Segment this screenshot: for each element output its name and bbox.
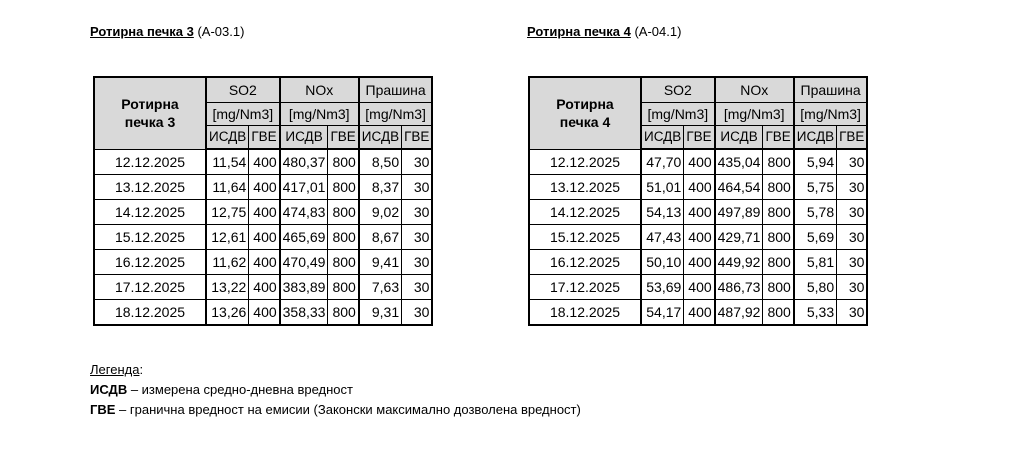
legend-title: Легенда: bbox=[90, 362, 144, 377]
cell-dust-isdv: 9,31 bbox=[359, 300, 402, 326]
cell-dust-isdv: 5,78 bbox=[794, 200, 837, 225]
cell-so2-isdv: 12,61 bbox=[206, 225, 249, 250]
kiln-name-header: Ротирна печка 4 bbox=[529, 77, 641, 149]
table-row bbox=[94, 275, 432, 300]
cell-dust-isdv: 8,50 bbox=[359, 149, 402, 175]
nox-unit: [mg/Nm3] bbox=[715, 103, 794, 126]
cell-nox-isdv: 497,89 bbox=[715, 200, 763, 225]
cell-dust-gve: 30 bbox=[402, 300, 433, 326]
table-row bbox=[529, 300, 867, 326]
so2-unit: [mg/Nm3] bbox=[206, 103, 280, 126]
nox-unit: [mg/Nm3] bbox=[280, 103, 359, 126]
cell-so2-isdv: 54,17 bbox=[641, 300, 684, 326]
cell-nox-gve: 800 bbox=[328, 175, 359, 200]
cell-date: 15.12.2025 bbox=[529, 225, 641, 250]
table-row bbox=[529, 149, 867, 175]
cell-dust-isdv: 9,02 bbox=[359, 200, 402, 225]
cell-nox-isdv: 470,49 bbox=[280, 250, 328, 275]
cell-so2-gve: 400 bbox=[249, 250, 280, 275]
cell-dust-gve: 30 bbox=[837, 225, 868, 250]
cell-date: 12.12.2025 bbox=[529, 149, 641, 175]
cell-nox-isdv: 486,73 bbox=[715, 275, 763, 300]
isdv-header: ИСДВ bbox=[715, 126, 763, 150]
dust-unit: [mg/Nm3] bbox=[359, 103, 433, 126]
so2-unit: [mg/Nm3] bbox=[641, 103, 715, 126]
isdv-header: ИСДВ bbox=[794, 126, 837, 150]
cell-dust-isdv: 5,69 bbox=[794, 225, 837, 250]
cell-nox-isdv: 464,54 bbox=[715, 175, 763, 200]
legend-isdv bbox=[90, 382, 353, 397]
so2-header: SO2 bbox=[641, 77, 715, 103]
cell-nox-gve: 800 bbox=[763, 149, 794, 175]
cell-nox-gve: 800 bbox=[328, 225, 359, 250]
cell-dust-gve: 30 bbox=[837, 149, 868, 175]
cell-so2-isdv: 11,54 bbox=[206, 149, 249, 175]
cell-dust-gve: 30 bbox=[402, 275, 433, 300]
cell-nox-gve: 800 bbox=[763, 250, 794, 275]
cell-dust-gve: 30 bbox=[837, 275, 868, 300]
cell-nox-gve: 800 bbox=[328, 149, 359, 175]
emissions-table-kiln-3 bbox=[93, 76, 433, 326]
so2-header: SO2 bbox=[206, 77, 280, 103]
table-row bbox=[529, 175, 867, 200]
cell-dust-isdv: 8,37 bbox=[359, 175, 402, 200]
cell-dust-gve: 30 bbox=[837, 300, 868, 326]
cell-date: 13.12.2025 bbox=[94, 175, 206, 200]
cell-date: 18.12.2025 bbox=[94, 300, 206, 326]
isdv-header: ИСДВ bbox=[641, 126, 684, 150]
emissions-table-kiln-4 bbox=[528, 76, 868, 326]
legend-isdv-text: – измерена средно-дневна вредност bbox=[127, 382, 353, 397]
cell-so2-gve: 400 bbox=[684, 225, 715, 250]
isdv-header: ИСДВ bbox=[280, 126, 328, 150]
gve-header: ГВЕ bbox=[684, 126, 715, 150]
cell-so2-gve: 400 bbox=[249, 300, 280, 326]
cell-dust-gve: 30 bbox=[837, 175, 868, 200]
cell-so2-isdv: 11,64 bbox=[206, 175, 249, 200]
cell-dust-isdv: 5,75 bbox=[794, 175, 837, 200]
cell-so2-gve: 400 bbox=[684, 149, 715, 175]
legend-isdv-abbr: ИСДВ bbox=[90, 382, 128, 397]
cell-nox-isdv: 449,92 bbox=[715, 250, 763, 275]
cell-so2-isdv: 13,26 bbox=[206, 300, 249, 326]
cell-dust-isdv: 5,33 bbox=[794, 300, 837, 326]
cell-nox-isdv: 487,92 bbox=[715, 300, 763, 326]
cell-dust-gve: 30 bbox=[402, 175, 433, 200]
cell-dust-gve: 30 bbox=[837, 250, 868, 275]
table-row bbox=[94, 300, 432, 326]
cell-date: 17.12.2025 bbox=[529, 275, 641, 300]
cell-so2-isdv: 51,01 bbox=[641, 175, 684, 200]
cell-dust-isdv: 7,63 bbox=[359, 275, 402, 300]
cell-nox-gve: 800 bbox=[328, 300, 359, 326]
cell-nox-gve: 800 bbox=[328, 200, 359, 225]
nox-header: NOx bbox=[715, 77, 794, 103]
cell-nox-gve: 800 bbox=[763, 225, 794, 250]
table-row bbox=[94, 200, 432, 225]
cell-date: 18.12.2025 bbox=[529, 300, 641, 326]
table-row bbox=[94, 175, 432, 200]
cell-date: 17.12.2025 bbox=[94, 275, 206, 300]
gve-header: ГВЕ bbox=[328, 126, 359, 150]
cell-nox-isdv: 480,37 bbox=[280, 149, 328, 175]
legend-gve-text: – гранична вредност на емисии (Законски максимално дозволена вредност) bbox=[115, 402, 581, 417]
cell-so2-isdv: 47,43 bbox=[641, 225, 684, 250]
cell-date: 13.12.2025 bbox=[529, 175, 641, 200]
kiln-name-header: Ротирна печка 3 bbox=[94, 77, 206, 149]
cell-dust-gve: 30 bbox=[402, 200, 433, 225]
cell-dust-gve: 30 bbox=[402, 225, 433, 250]
cell-so2-gve: 400 bbox=[684, 250, 715, 275]
cell-so2-isdv: 47,70 bbox=[641, 149, 684, 175]
cell-so2-isdv: 54,13 bbox=[641, 200, 684, 225]
cell-date: 16.12.2025 bbox=[94, 250, 206, 275]
cell-dust-isdv: 9,41 bbox=[359, 250, 402, 275]
cell-date: 16.12.2025 bbox=[529, 250, 641, 275]
table-row bbox=[529, 275, 867, 300]
cell-so2-gve: 400 bbox=[684, 200, 715, 225]
dust-header: Прашина bbox=[794, 77, 868, 103]
cell-dust-isdv: 5,94 bbox=[794, 149, 837, 175]
cell-so2-gve: 400 bbox=[249, 225, 280, 250]
cell-so2-isdv: 11,62 bbox=[206, 250, 249, 275]
table-row bbox=[94, 250, 432, 275]
cell-so2-gve: 400 bbox=[249, 149, 280, 175]
isdv-header: ИСДВ bbox=[359, 126, 402, 150]
dust-unit: [mg/Nm3] bbox=[794, 103, 868, 126]
cell-date: 12.12.2025 bbox=[94, 149, 206, 175]
cell-so2-isdv: 12,75 bbox=[206, 200, 249, 225]
cell-so2-gve: 400 bbox=[249, 200, 280, 225]
legend-gve-abbr: ГВЕ bbox=[90, 402, 116, 417]
cell-so2-gve: 400 bbox=[684, 175, 715, 200]
table-caption-kiln-3 bbox=[90, 24, 244, 39]
cell-nox-gve: 800 bbox=[763, 300, 794, 326]
table-row bbox=[529, 250, 867, 275]
cell-date: 15.12.2025 bbox=[94, 225, 206, 250]
caption-name: Ротирна печка 3 bbox=[90, 24, 194, 39]
isdv-header: ИСДВ bbox=[206, 126, 249, 150]
cell-date: 14.12.2025 bbox=[94, 200, 206, 225]
cell-nox-gve: 800 bbox=[763, 275, 794, 300]
cell-so2-gve: 400 bbox=[249, 175, 280, 200]
cell-so2-gve: 400 bbox=[684, 300, 715, 326]
cell-date: 14.12.2025 bbox=[529, 200, 641, 225]
cell-nox-isdv: 429,71 bbox=[715, 225, 763, 250]
legend-gve bbox=[90, 402, 581, 417]
cell-dust-gve: 30 bbox=[837, 200, 868, 225]
table-row bbox=[94, 149, 432, 175]
cell-so2-gve: 400 bbox=[249, 275, 280, 300]
cell-dust-isdv: 5,80 bbox=[794, 275, 837, 300]
gve-header: ГВЕ bbox=[837, 126, 868, 150]
gve-header: ГВЕ bbox=[763, 126, 794, 150]
cell-nox-gve: 800 bbox=[763, 175, 794, 200]
table-row bbox=[529, 225, 867, 250]
cell-nox-gve: 800 bbox=[328, 275, 359, 300]
cell-dust-isdv: 8,67 bbox=[359, 225, 402, 250]
table-caption-kiln-4 bbox=[527, 24, 681, 39]
cell-nox-gve: 800 bbox=[328, 250, 359, 275]
legend-title-suffix: : bbox=[139, 362, 144, 377]
cell-so2-gve: 400 bbox=[684, 275, 715, 300]
caption-code: (А-03.1) bbox=[197, 24, 245, 39]
cell-nox-isdv: 474,83 bbox=[280, 200, 328, 225]
cell-nox-gve: 800 bbox=[763, 200, 794, 225]
cell-so2-isdv: 53,69 bbox=[641, 275, 684, 300]
table-row bbox=[94, 225, 432, 250]
cell-dust-gve: 30 bbox=[402, 149, 433, 175]
cell-dust-gve: 30 bbox=[402, 250, 433, 275]
cell-nox-isdv: 435,04 bbox=[715, 149, 763, 175]
cell-dust-isdv: 5,81 bbox=[794, 250, 837, 275]
cell-nox-isdv: 417,01 bbox=[280, 175, 328, 200]
dust-header: Прашина bbox=[359, 77, 433, 103]
cell-nox-isdv: 465,69 bbox=[280, 225, 328, 250]
cell-so2-isdv: 13,22 bbox=[206, 275, 249, 300]
cell-nox-isdv: 383,89 bbox=[280, 275, 328, 300]
nox-header: NOx bbox=[280, 77, 359, 103]
cell-nox-isdv: 358,33 bbox=[280, 300, 328, 326]
cell-so2-isdv: 50,10 bbox=[641, 250, 684, 275]
gve-header: ГВЕ bbox=[249, 126, 280, 150]
caption-code: (А-04.1) bbox=[634, 24, 682, 39]
gve-header: ГВЕ bbox=[402, 126, 433, 150]
caption-name: Ротирна печка 4 bbox=[527, 24, 631, 39]
table-row bbox=[529, 200, 867, 225]
